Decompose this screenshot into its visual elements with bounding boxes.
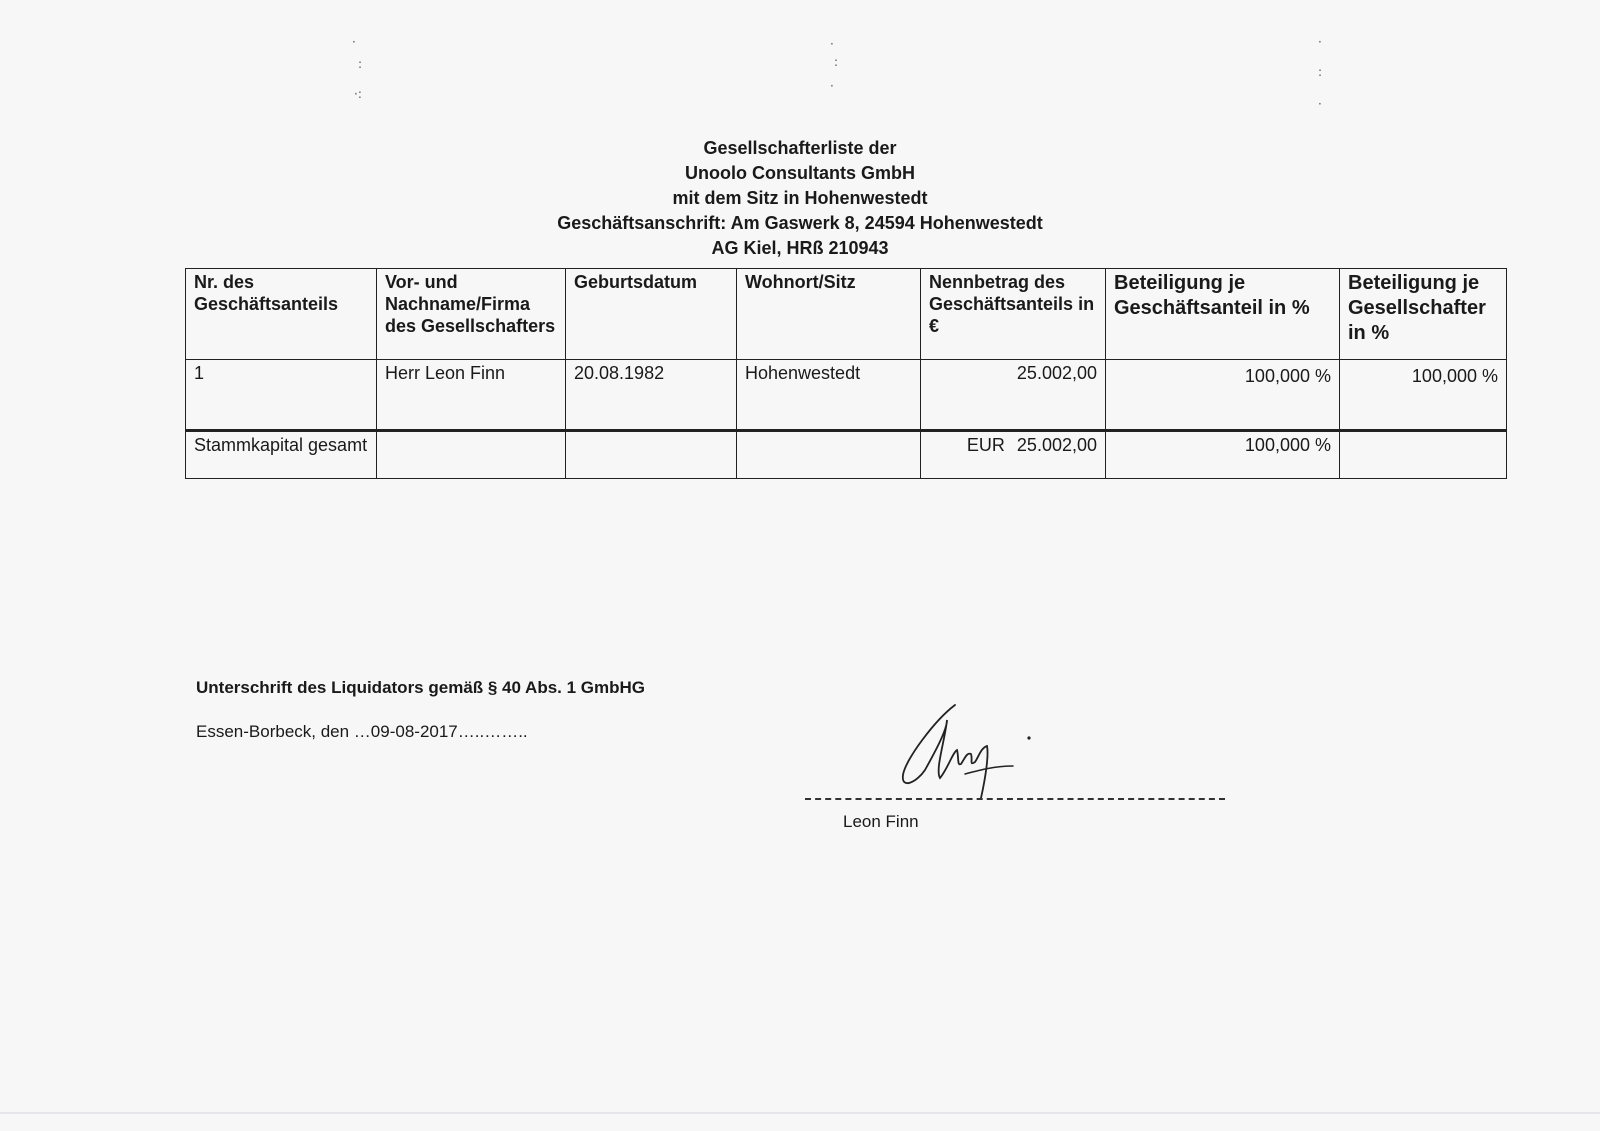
scan-edge	[0, 1112, 1600, 1114]
scan-speck: ·	[1318, 97, 1322, 111]
document-header	[0, 136, 1600, 261]
company-name: Unoolo Consultants GmbH	[685, 163, 915, 183]
cell-total-percent: 100,000 %	[1106, 431, 1340, 479]
total-amount: 25.002,00	[1016, 435, 1097, 455]
col-header-share-percent: Beteiligung je Geschäftsanteil in %	[1106, 269, 1340, 360]
cell-share-percent: 100,000 %	[1106, 360, 1340, 431]
col-header-birthdate: Geburtsdatum	[566, 269, 737, 360]
cell-nr: 1	[186, 360, 377, 431]
total-row	[186, 431, 1507, 479]
signature-line	[805, 798, 1225, 800]
handwritten-signature	[895, 700, 1045, 800]
cell-total-label: Stammkapital gesamt	[186, 431, 377, 479]
cell-birthdate: 20.08.1982	[566, 360, 737, 431]
company-seat: mit dem Sitz in Hohenwestedt	[672, 188, 928, 208]
col-header-shareholder-percent: Beteiligung je Gesellschafter in %	[1340, 269, 1507, 360]
col-header-nominal-amount: Nennbetrag des Geschäftsanteils in €	[921, 269, 1106, 360]
scan-speck: :	[358, 57, 363, 71]
table-header-row	[186, 269, 1507, 360]
scan-speck: ·:	[354, 87, 362, 101]
scan-speck: ·	[830, 37, 834, 51]
scan-speck: ·	[1318, 35, 1322, 49]
col-header-residence: Wohnort/Sitz	[737, 269, 921, 360]
cell-empty	[1340, 431, 1507, 479]
table-row	[186, 360, 1507, 431]
cell-shareholder-percent: 100,000 %	[1340, 360, 1507, 431]
cell-empty	[566, 431, 737, 479]
total-currency: EUR	[966, 435, 1005, 455]
col-header-nr: Nr. des Geschäftsanteils	[186, 269, 377, 360]
signature-title: Unterschrift des Liquidators gemäß § 40 Abs. 1 GmbHG	[196, 678, 646, 697]
scan-speck: ·	[830, 79, 834, 93]
header-title: Gesellschafterliste der	[703, 138, 897, 158]
shareholder-table	[185, 268, 1507, 479]
signer-name: Leon Finn	[843, 812, 919, 831]
scan-speck: :	[1318, 65, 1323, 79]
cell-empty	[737, 431, 921, 479]
place-and-date: Essen-Borbeck, den …09-08-2017…..……..	[196, 722, 528, 741]
col-header-name: Vor- und Nachname/Firma des Gesellschafters	[377, 269, 566, 360]
scan-speck: ·	[352, 35, 356, 49]
cell-total-amount	[921, 431, 1106, 479]
cell-residence: Hohenwestedt	[737, 360, 921, 431]
register-number: AG Kiel, HRß 210943	[711, 238, 889, 258]
scan-speck: :	[834, 55, 839, 69]
cell-name: Herr Leon Finn	[377, 360, 566, 431]
cell-nominal-amount: 25.002,00	[921, 360, 1106, 431]
cell-empty	[377, 431, 566, 479]
business-address: Geschäftsanschrift: Am Gaswerk 8, 24594 Hohenwestedt	[557, 213, 1043, 233]
